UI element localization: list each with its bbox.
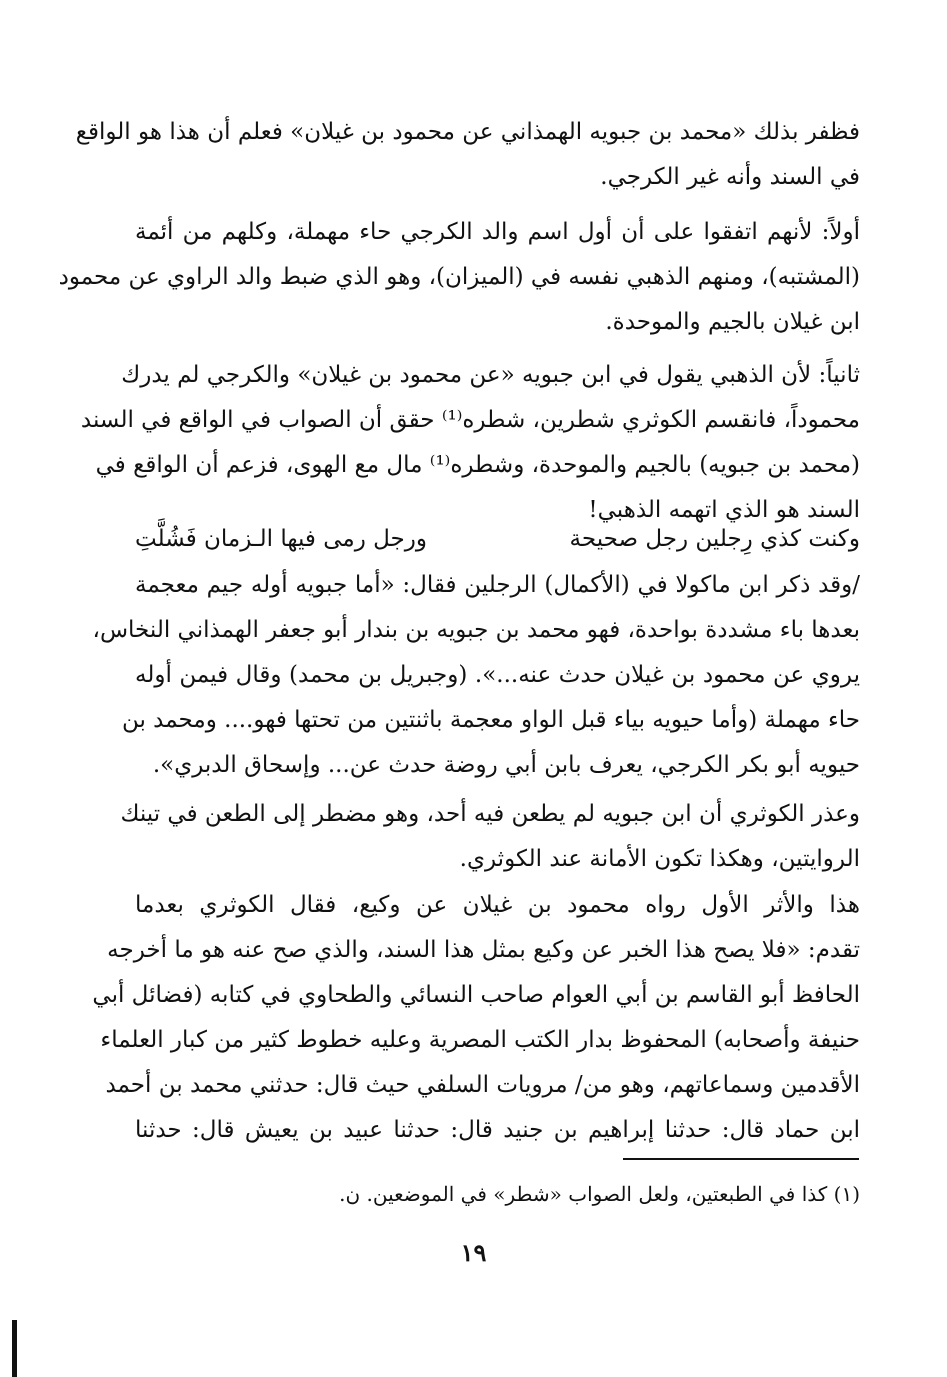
footnote-divider xyxy=(623,1158,859,1160)
text-line: /وقد ذكر ابن ماكولا في (الأكمال) الرجلين فقال: «أما جبويه أوله جيم معجمة xyxy=(135,572,860,598)
text-line: يروي عن محمود بن غيلان حدث عنه...». (وجبريل بن محمد) وقال فيمن أوله xyxy=(135,662,860,688)
text-line: وعذر الكوثري أن ابن جبويه لم يطعن فيه أحد، وهو مضطر إلى الطعن في تينك xyxy=(120,801,860,827)
text-line: محموداً، فانقسم الكوثري شطرين، شطره⁽¹⁾ حقق أن الصواب في الواقع في السند xyxy=(80,407,860,433)
footnote: (١) كذا في الطبعتين، ولعل الصواب «شطر» في الموضعين. ن. xyxy=(339,1182,860,1206)
paragraph-3 xyxy=(80,353,860,533)
text-line: ثانياً: لأن الذهبي يقول في ابن جبويه «عن محمود بن غيلان» والكرجي لم يدرك xyxy=(121,362,860,388)
poetry-verse xyxy=(135,517,860,562)
text-line: (محمد بن جبويه) بالجيم والموحدة، وشطره⁽¹⁾ مال مع الهوى، فزعم أن الواقع في xyxy=(95,452,860,478)
text-line: الروايتين، وهكذا تكون الأمانة عند الكوثري. xyxy=(459,846,860,872)
text-line: حاء مهملة (وأما حيويه بياء قبل الواو معجمة باثنتين من تحتها فهو.... ومحمد بن xyxy=(121,707,860,733)
text-line: السند هو الذي اتهمه الذهبي! xyxy=(588,497,860,523)
scan-edge-mark xyxy=(12,1320,17,1377)
text-line: فظفر بذلك «محمد بن جبويه الهمذاني عن محمود بن غيلان» فعلم أن هذا هو الواقع xyxy=(75,119,860,145)
text-line: أولاً: لأنهم اتفقوا على أن أول اسم والد الكرجي حاء مهملة، وكلهم من أئمة xyxy=(135,219,860,245)
text-line: بعدها باء مشددة بواحدة، فهو محمد بن جبويه بن بندار أبو جعفر الهمذاني النخاس، xyxy=(92,617,860,643)
text-line: ابن حماد قال: حدثنا إبراهيم بن جنيد قال: حدثنا عبيد بن يعيش قال: حدثنا xyxy=(135,1117,860,1143)
text-line: هذا والأثر الأول رواه محمود بن غيلان عن وكيع، فقال الكوثري بعدما xyxy=(135,892,860,918)
paragraph-4 xyxy=(92,563,860,788)
paragraph-1 xyxy=(75,110,860,200)
paragraph-5 xyxy=(120,792,860,882)
text-line: الأقدمين وسماعاتهم، وهو من/ مرويات السلفي حيث قال: حدثني محمد بن أحمد xyxy=(105,1072,860,1098)
text-line: الحافظ أبو القاسم بن أبي العوام صاحب النسائي والطحاوي في كتابه (فضائل أبي xyxy=(92,982,860,1008)
text-line: ابن غيلان بالجيم والموحدة. xyxy=(605,309,860,335)
verse-second-hemistich: ورجل رمى فيها الـزمان فَشُلَّتِ xyxy=(135,526,427,552)
paragraph-2 xyxy=(58,210,860,345)
text-line: حيويه أبو بكر الكرجي، يعرف بابن أبي روضة حدث عن... وإسحاق الدبري». xyxy=(152,752,860,778)
verse-first-hemistich: وكنت كذي رِجلين رجل صحيحة xyxy=(569,526,860,552)
text-line: (المشتبه)، ومنهم الذهبي نفسه في (الميزان)، وهو الذي ضبط والد الراوي عن محمود xyxy=(58,264,860,290)
text-line: تقدم: «فلا يصح هذا الخبر عن وكيع بمثل هذا السند، والذي صح عنه هو ما أخرجه xyxy=(107,937,860,963)
paragraph-6 xyxy=(92,883,860,1153)
text-line: حنيفة وأصحابه) المحفوظ بدار الكتب المصرية وعليه خطوط كثير من كبار العلماء xyxy=(100,1027,860,1053)
text-line: في السند وأنه غير الكرجي. xyxy=(600,164,860,190)
page-number: ١٩ xyxy=(460,1238,487,1267)
